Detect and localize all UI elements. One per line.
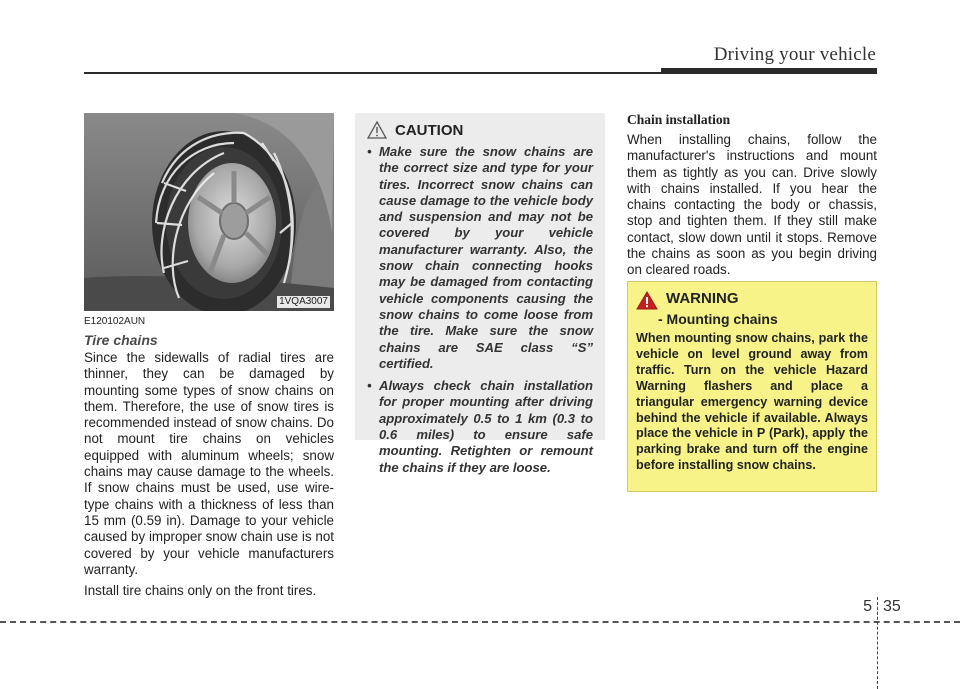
warning-title: WARNING bbox=[666, 290, 739, 307]
caution-item-text: Make sure the snow chains are the correct size and type for your tires. Incorrect snow chains can cause damage to the vehicle body and suspension and may not be covered by your vehicle manufacturer warranty. Also, the snow chain connecting hooks may be damaged from contacting vehicle components causing the snow chains to come loose from the tire. Make sure the snow chains are SAE class “S” certified. bbox=[379, 144, 593, 371]
caution-triangle-icon bbox=[367, 121, 387, 139]
chain-installation-heading: Chain installation bbox=[627, 112, 731, 127]
bullet: • bbox=[367, 144, 372, 159]
warning-triangle-icon bbox=[636, 291, 658, 310]
caution-box bbox=[355, 113, 605, 475]
caution-list bbox=[367, 144, 593, 476]
warning-box bbox=[627, 281, 877, 492]
header-rule-accent bbox=[661, 68, 877, 74]
caution-item-text: Always check chain installation for proper mounting after driving approximately 0.5 to 1 km (0.3 to 0.6 miles) to ensure safe mounting. Retighten or remount the chains if they are loose. bbox=[379, 378, 593, 475]
chain-installation-section bbox=[627, 112, 877, 284]
tire-chains-paragraph: Since the sidewalls of radial tires are thinner, they can be damaged by mounting some types of snow chains on them. Therefore, the use of snow tires is recommended instead of snow chains. Do not mount tire chains on vehicles equipped with aluminum wheels; snow chains may cause damage to the wheels. If snow chains must be used, use wire-type chains with a thickness of less than 15 mm (0.59 in). Damage to your vehicle caused by improper snow chain use is not covered by your vehicle manufacturers warranty. bbox=[84, 350, 334, 577]
list-item bbox=[367, 144, 593, 372]
image-code: 1VQA3007 bbox=[279, 296, 328, 307]
warning-subtitle: - Mounting chains bbox=[658, 311, 778, 327]
header-rule bbox=[84, 72, 661, 74]
section-title: Driving your vehicle bbox=[713, 44, 876, 65]
front-tires-note: Install tire chains only on the front tires. bbox=[84, 583, 317, 599]
warning-text: When mounting snow chains, park the vehicle on level ground away from traffic. Turn on the vehicle Hazard Warning flashers and place a triangular emergency warning device behind the vehicle if available. Always place the vehicle in P (Park), apply the parking brake and turn off the engine before installing snow chains. bbox=[636, 331, 868, 473]
tire-chain-illustration bbox=[84, 113, 334, 311]
list-item bbox=[367, 378, 593, 476]
chapter-number: 5 bbox=[863, 598, 872, 615]
chain-installation-paragraph: When installing chains, follow the manufacturer's instructions and mount them as tightly as you can. Drive slowly with chains installed. If you hear the chains contacting the body or chassis, stop and tighten them. If they still make contact, slow down until it stops. Remove the chains as soon as you begin driving on cleared roads. bbox=[627, 132, 877, 278]
footer-separator bbox=[877, 597, 878, 689]
page-number: 35 bbox=[883, 598, 901, 615]
reference-code: E120102AUN bbox=[84, 316, 146, 327]
bullet: • bbox=[367, 378, 372, 394]
tire-chains-section bbox=[84, 316, 334, 604]
footer-rule bbox=[0, 621, 960, 623]
tire-chains-heading: Tire chains bbox=[84, 332, 158, 348]
tire-chain-photo bbox=[84, 113, 334, 311]
caution-title: CAUTION bbox=[395, 121, 464, 139]
